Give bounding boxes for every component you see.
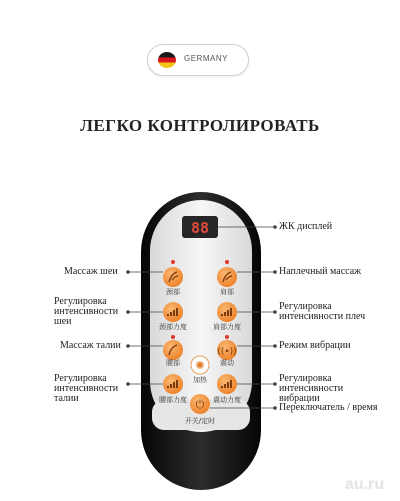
callout-waist-intensity-2: интенсивности xyxy=(54,383,119,394)
shoulder-button xyxy=(217,267,237,287)
callout-waist-intensity-3: талии xyxy=(54,393,79,404)
waist-button-caption: 腰部 xyxy=(166,359,180,367)
badge-country-label: GERMANY xyxy=(184,54,228,63)
callout-neck-massage: Массаж шеи xyxy=(64,266,118,277)
callout-vibration-mode: Режим вибрации xyxy=(279,340,351,351)
led-vibration xyxy=(225,335,229,339)
led-shoulder xyxy=(225,260,229,264)
callout-power-timer: Переключатель / время xyxy=(279,402,378,413)
callout-lcd: ЖК дисплей xyxy=(279,221,333,232)
vibration-button-caption: 震动 xyxy=(220,359,234,367)
vibration-intensity-caption: 震动力度 xyxy=(213,396,241,404)
heat-sun-icon: ✺ xyxy=(195,359,205,372)
neck-button-caption: 颈部 xyxy=(166,288,180,296)
headline: ЛЕГКО КОНТРОЛИРОВАТЬ xyxy=(80,116,320,135)
callout-shoulder-intensity-2: интенсивности плеч xyxy=(279,311,366,322)
callout-neck-intensity-1: Регулировка xyxy=(54,296,107,307)
callout-vibration-intensity-2: интенсивности xyxy=(279,383,344,394)
neck-intensity-caption: 颈部力度 xyxy=(159,323,187,331)
callout-shoulder-massage: Наплечный массаж xyxy=(279,266,362,277)
waist-intensity-caption: 腰部力度 xyxy=(159,396,187,404)
callout-waist-intensity-1: Регулировка xyxy=(54,373,107,384)
power-icon: ⏻ xyxy=(195,398,205,411)
led-waist xyxy=(171,335,175,339)
waist-button xyxy=(163,340,183,360)
callout-shoulder-intensity-1: Регулировка xyxy=(279,301,332,312)
lcd-reading: 88 xyxy=(190,219,210,237)
led-neck xyxy=(171,260,175,264)
callout-neck-intensity-3: шеи xyxy=(54,316,72,327)
callout-vibration-intensity-3: вибрации xyxy=(279,393,320,404)
shoulder-intensity-caption: 肩部力度 xyxy=(213,323,241,331)
callout-neck-intensity-2: интенсивности xyxy=(54,306,119,317)
watermark: au.ru xyxy=(345,476,385,493)
vibration-icon: ((•)) xyxy=(217,347,237,357)
shoulder-button-caption: 肩部 xyxy=(220,288,234,296)
callout-waist-massage: Массаж талии xyxy=(60,340,121,351)
power-timer-caption: 开关/定时 xyxy=(184,417,216,425)
neck-button xyxy=(163,267,183,287)
callout-vibration-intensity-1: Регулировка xyxy=(279,373,332,384)
heat-button-caption: 加热 xyxy=(193,376,207,384)
